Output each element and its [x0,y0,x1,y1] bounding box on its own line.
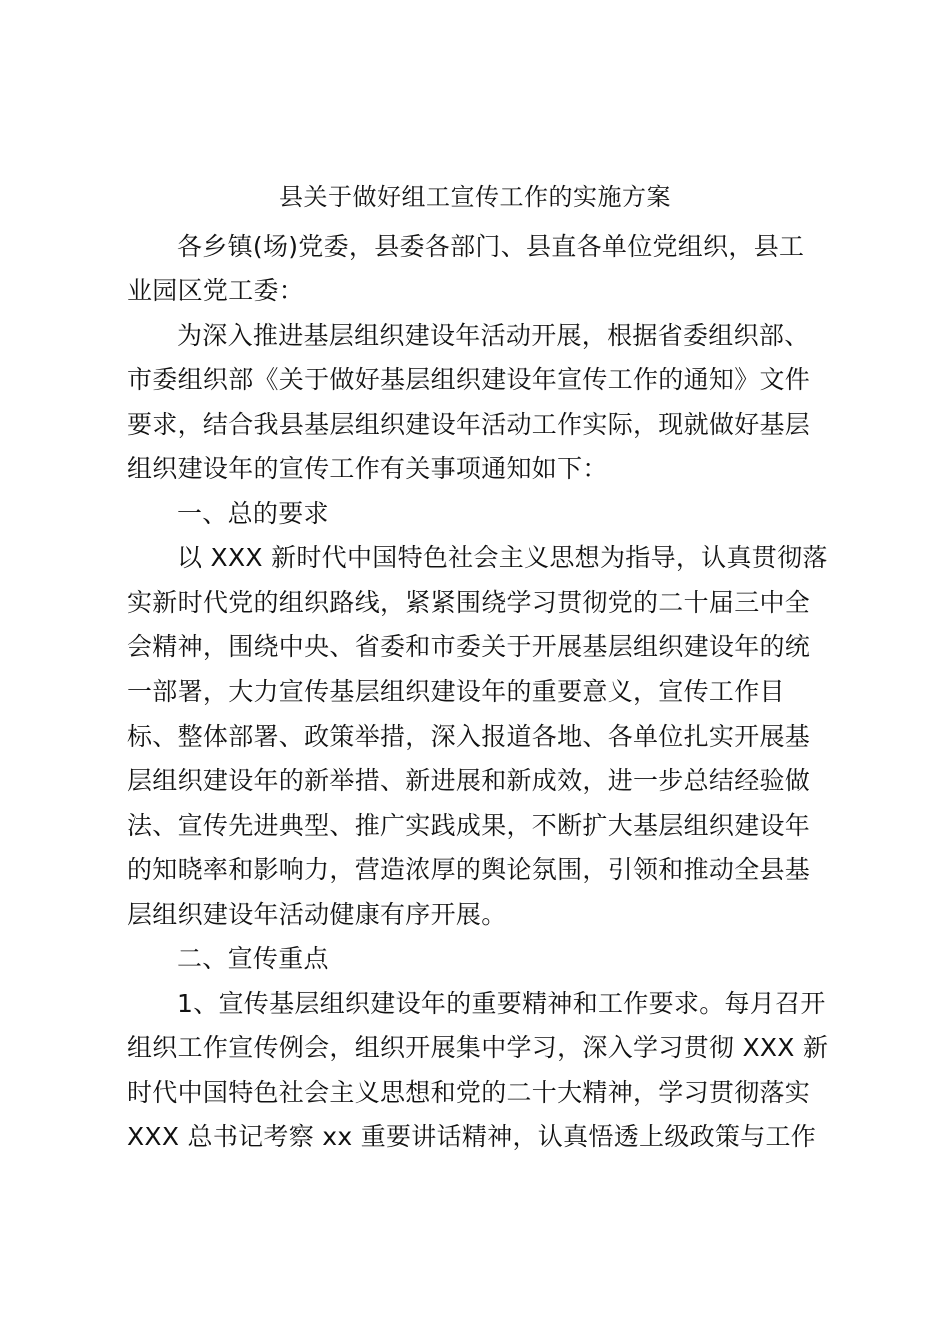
text-line: 为深入推进基层组织建设年活动开展，根据省委组织部、 [177,321,810,350]
text-line: 各乡镇(场)党委，县委各部门、县直各单位党组织，县工 [177,232,805,261]
text-line: 要求，结合我县基层组织建设年活动工作实际，现就做好基层 [127,410,811,439]
text-line: 层组织建设年的新举措、新进展和新成效，进一步总结经验做 [127,766,811,795]
text-line: 1、宣传基层组织建设年的重要精神和工作要求。每月召开 [177,989,826,1018]
text-line: 以 XXX 新时代中国特色社会主义思想为指导，认真贯彻落 [177,543,828,572]
document-title: 县关于做好组工宣传工作的实施方案 [279,183,671,211]
text-line: 市委组织部《关于做好基层组织建设年宣传工作的通知》文件 [127,365,811,394]
text-line: 标、整体部署、政策举措，深入报道各地、各单位扎实开展基 [127,722,811,751]
text-line: 的知晓率和影响力，营造浓厚的舆论氛围，引领和推动全县基 [127,855,811,884]
section-heading: 二、宣传重点 [177,944,329,973]
section-heading: 一、总的要求 [177,499,329,528]
text-line: XXX 总书记考察 xx 重要讲话精神，认真悟透上级政策与工作 [127,1122,817,1151]
text-line: 时代中国特色社会主义思想和党的二十大精神，学习贯彻落实 [127,1078,811,1107]
text-line: 业园区党工委： [127,276,305,305]
text-line: 法、宣传先进典型、推广实践成果，不断扩大基层组织建设年 [127,811,811,840]
text-line: 会精神，围绕中央、省委和市委关于开展基层组织建设年的统 [127,632,811,661]
text-line: 一部署，大力宣传基层组织建设年的重要意义，宣传工作目 [127,677,785,706]
text-line: 层组织建设年活动健康有序开展。 [127,900,507,929]
text-line: 实新时代党的组织路线，紧紧围绕学习贯彻党的二十届三中全 [127,588,811,617]
text-line: 组织建设年的宣传工作有关事项通知如下： [127,454,608,483]
text-line: 组织工作宣传例会，组织开展集中学习，深入学习贯彻 XXX 新 [127,1033,829,1062]
